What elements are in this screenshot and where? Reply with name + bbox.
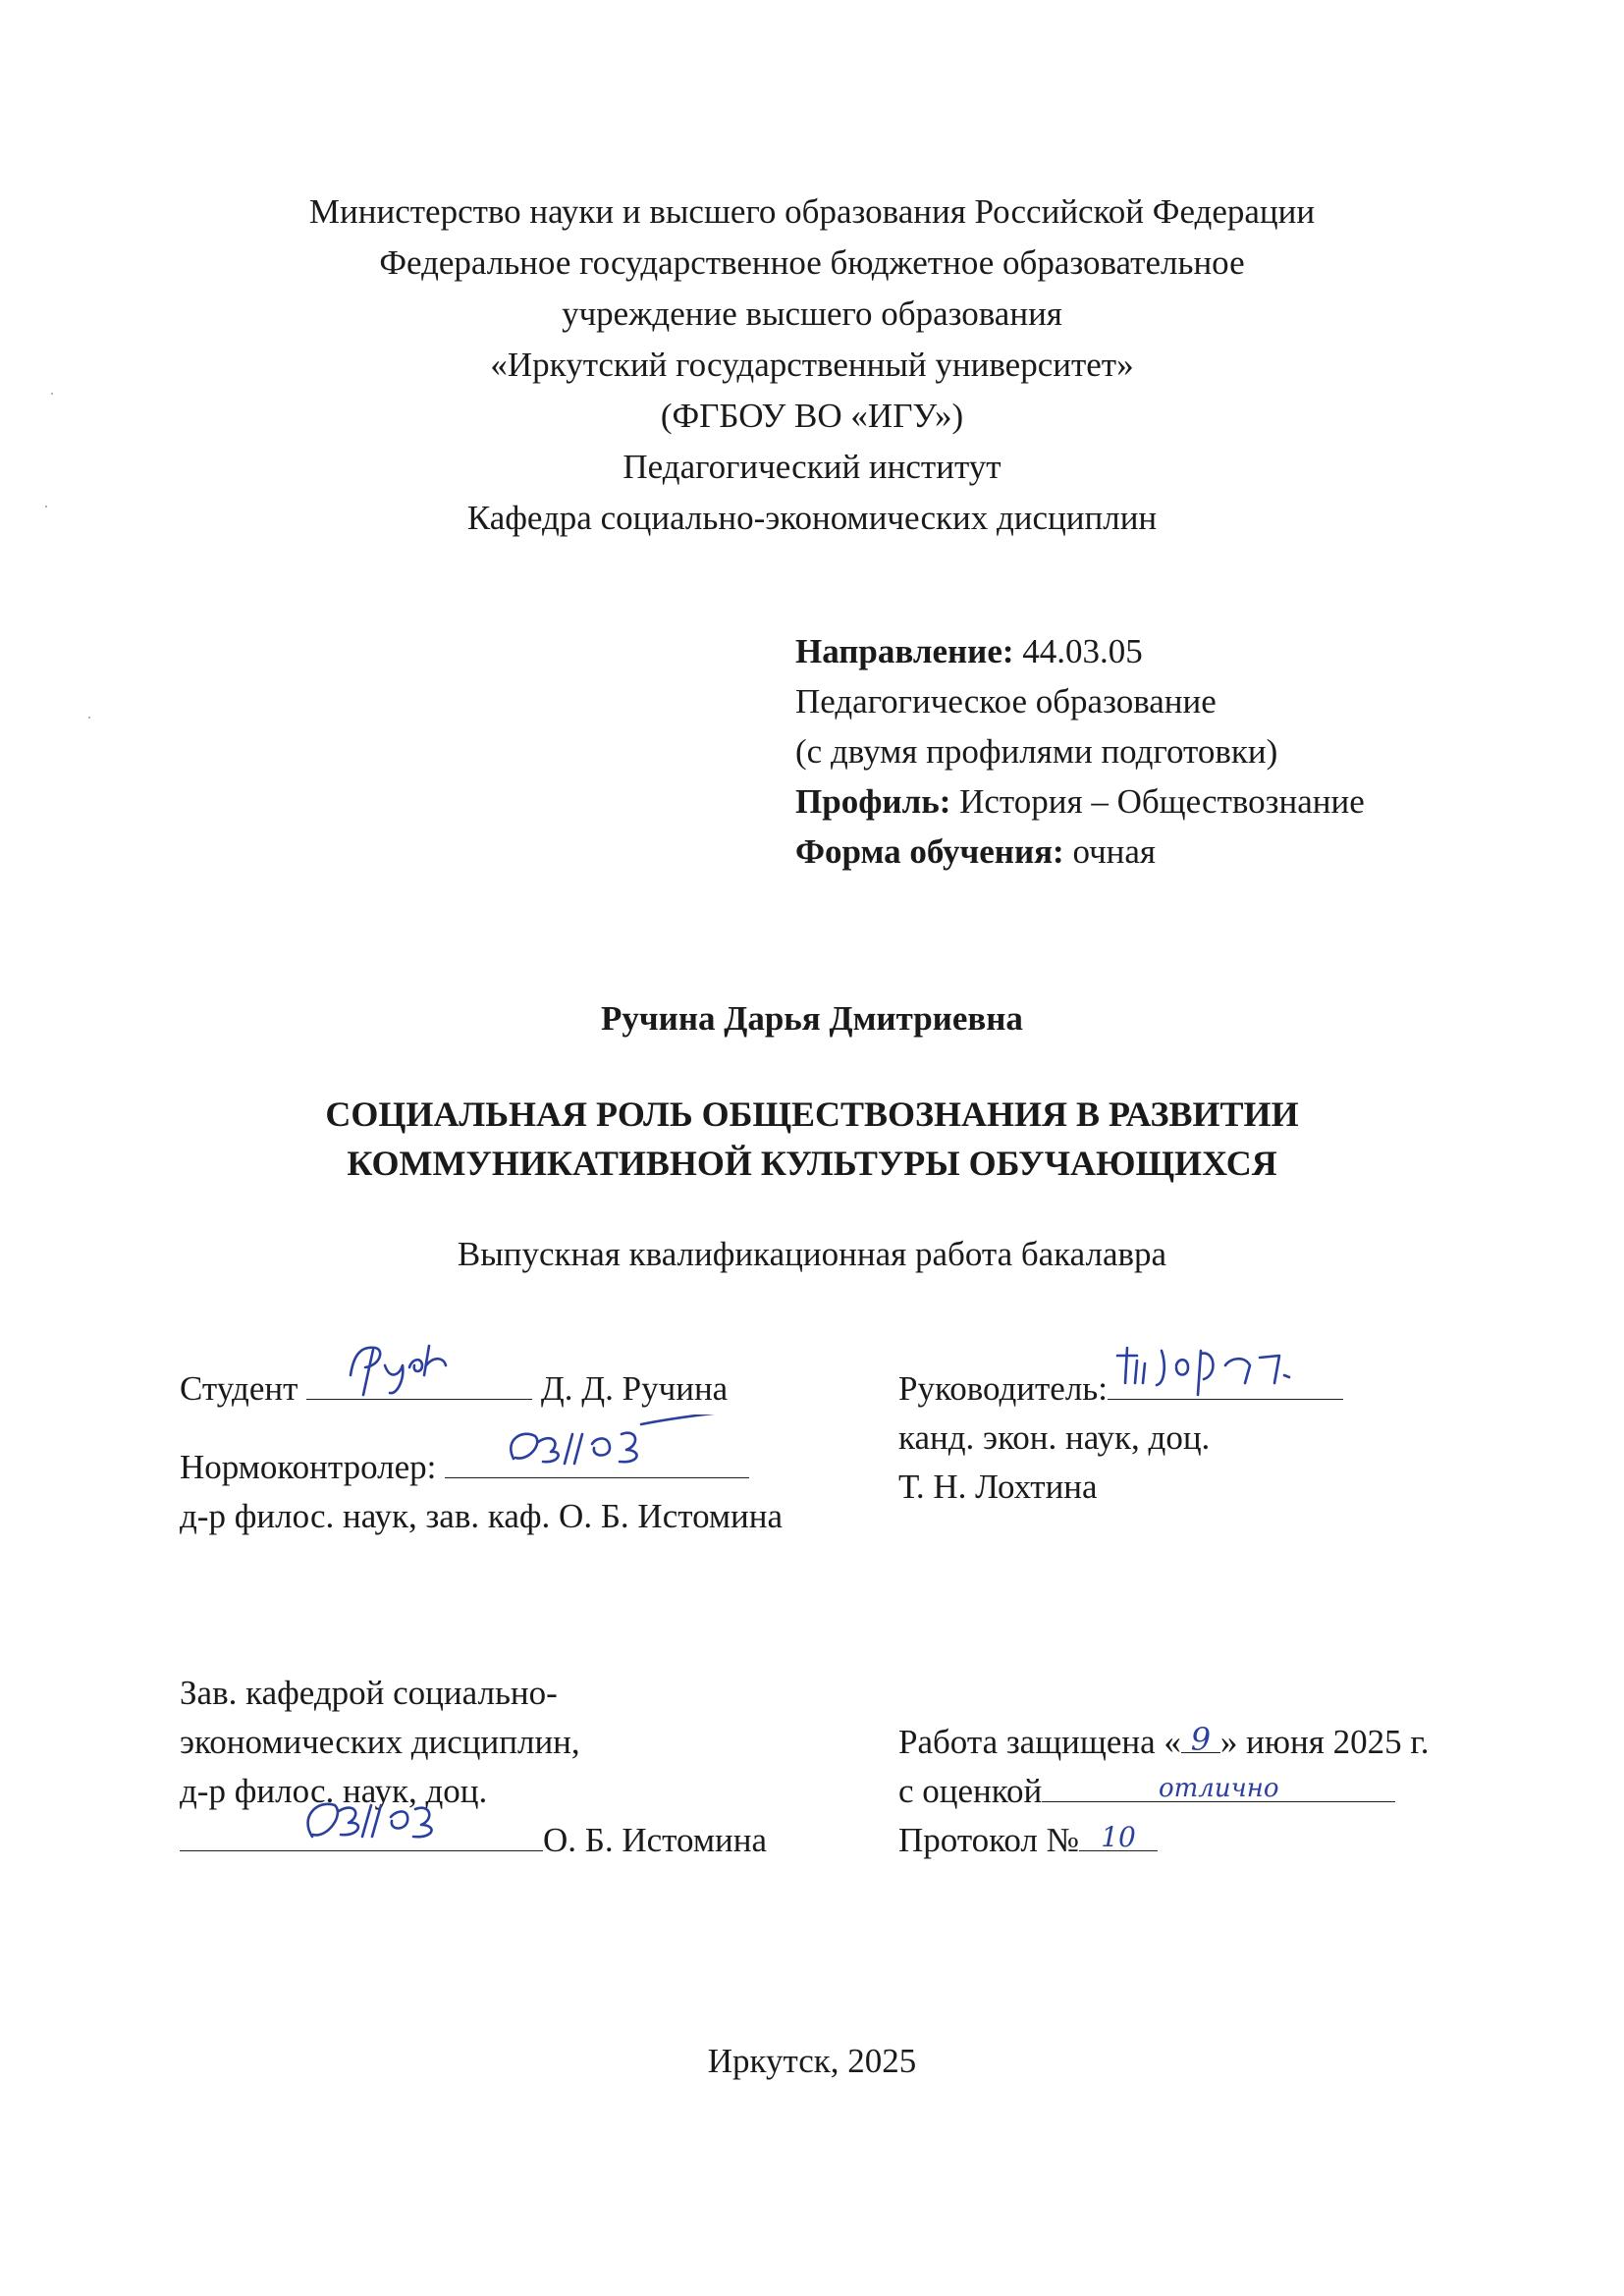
profile-label: Профиль: <box>795 782 951 821</box>
thesis-title-line: КОММУНИКАТИВНОЙ КУЛЬТУРЫ ОБУЧАЮЩИХСЯ <box>347 1144 1277 1183</box>
header-line: Министерство науки и высшего образования Российской Федерации <box>308 192 1316 231</box>
direction-note: (с двумя профилями подготовки) <box>795 732 1278 771</box>
defense-day-line <box>1181 1719 1220 1758</box>
student-signature <box>306 1336 532 1405</box>
study-direction-block <box>795 626 1365 877</box>
defense-block <box>898 1718 1430 1865</box>
head-name: О. Б. Истомина <box>543 1821 767 1859</box>
direction-name: Педагогическое образование <box>795 682 1217 721</box>
defense-day: 9 <box>1190 1721 1212 1758</box>
defense-suffix: » июня 2025 г. <box>1219 1723 1430 1761</box>
normcontrol-signature-line <box>445 1444 749 1478</box>
author-name: Ручина Дарья Дмитриевна <box>601 999 1023 1038</box>
header-line: Педагогический институт <box>623 448 1001 486</box>
protocol-line <box>1079 1817 1158 1851</box>
head-title-line: экономических дисциплин, <box>180 1723 580 1761</box>
supervisor-degree: канд. экон. наук, доц. <box>898 1418 1211 1457</box>
head-of-department-block <box>180 1669 767 1865</box>
form-value: очная <box>1072 832 1157 871</box>
header-line: «Иркутский государственный университет» <box>490 346 1134 384</box>
scan-speck <box>88 717 90 719</box>
head-signature <box>180 1788 543 1856</box>
student-label: Студент <box>180 1369 298 1408</box>
direction-label: Направление: <box>795 632 1014 670</box>
normcontrol-degree-name: д-р филос. наук, зав. каф. О. Б. Истомина <box>180 1497 784 1535</box>
header-line: Кафедра социально-экономических дисциплин <box>466 499 1158 537</box>
header-line: учреждение высшего образования <box>562 294 1062 333</box>
supervisor-name: Т. Н. Лохтина <box>898 1468 1098 1506</box>
city-year: Иркутск, 2025 <box>707 2042 917 2080</box>
student-row <box>180 1364 728 1414</box>
student-signature-line <box>306 1365 532 1400</box>
work-type: Выпускная квалификационная работа бакалавра <box>457 1235 1167 1273</box>
normcontrol-block <box>180 1443 783 1541</box>
head-degree: д-р филос. наук, доц. <box>180 1772 488 1810</box>
normcontrol-signature <box>445 1415 749 1483</box>
grade-label: с оценкой <box>898 1772 1043 1810</box>
normcontrol-label: Нормоконтролер: <box>180 1448 437 1486</box>
supervisor-signature-line <box>1108 1365 1343 1400</box>
institution-header <box>0 187 1624 544</box>
head-signature-line <box>180 1817 543 1851</box>
form-label: Форма обучения: <box>795 832 1064 871</box>
header-line: (ФГБОУ ВО «ИГУ») <box>660 397 964 435</box>
grade-value: отлично <box>1158 1774 1279 1803</box>
profile-value: История – Обществознание <box>959 782 1365 821</box>
thesis-title-line: СОЦИАЛЬНАЯ РОЛЬ ОБЩЕСТВОЗНАНИЯ В РАЗВИТИИ <box>325 1095 1299 1134</box>
protocol-label: Протокол № <box>898 1821 1080 1859</box>
head-title-line: Зав. кафедрой социально- <box>180 1674 558 1712</box>
direction-code: 44.03.05 <box>1022 632 1143 670</box>
supervisor-block <box>898 1364 1343 1512</box>
thesis-title <box>0 1090 1624 1188</box>
protocol-number: 10 <box>1101 1821 1136 1853</box>
student-name: Д. Д. Ручина <box>540 1369 729 1408</box>
defense-prefix: Работа защищена « <box>898 1723 1181 1761</box>
header-line: Федеральное государственное бюджетное образовательное <box>379 243 1245 282</box>
grade-line <box>1042 1768 1395 1802</box>
supervisor-signature <box>1108 1336 1343 1405</box>
supervisor-label: Руководитель: <box>898 1369 1108 1408</box>
